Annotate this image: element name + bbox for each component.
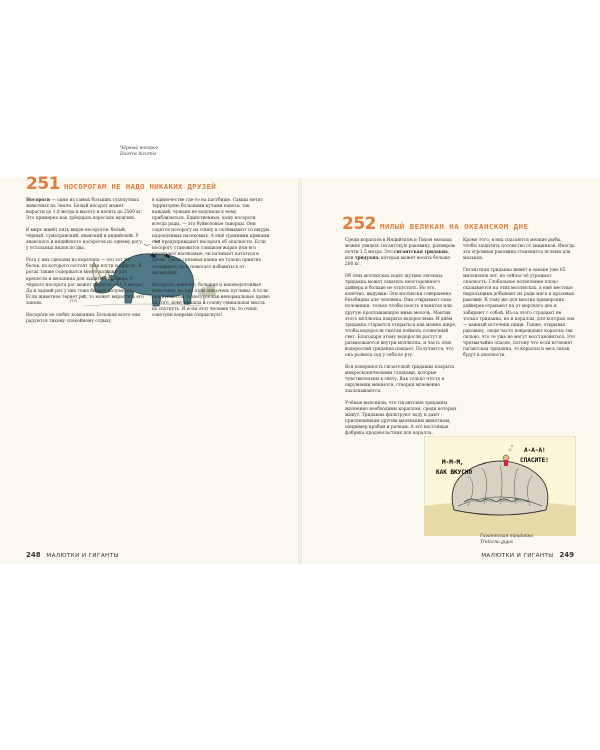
bubble-left-line2: КАК ВКУСНО bbox=[436, 469, 473, 476]
clam-illustration bbox=[424, 436, 576, 542]
section-title: МИЛЫЙ ВЕЛИКАН НА ОКЕАНСКОМ ДНЕ bbox=[380, 222, 529, 231]
paragraph bbox=[463, 268, 575, 359]
text-column-left-1 bbox=[26, 198, 144, 331]
paragraph bbox=[345, 365, 457, 395]
paragraph-text: , которая может весить больше 200 кг. bbox=[345, 256, 450, 268]
paragraph bbox=[152, 283, 270, 319]
bubble-right-line2: СПАСИТЕ! bbox=[520, 457, 549, 464]
section-heading-251 bbox=[26, 174, 216, 194]
bold-term: гигантская тридакна bbox=[394, 250, 448, 256]
paragraph bbox=[26, 258, 144, 306]
paragraph bbox=[463, 238, 575, 262]
paragraph-text: Носороги, конечно, большие и неповоротливые животные, но при этом они очень пугливы. А если они пугаются, то несутся как ненормальные прямо на того, кому пришла в голову гениальная мысль их спугнуть. И если этот человек ты, то очень советуем вовремя отпрыгнуть! bbox=[152, 282, 270, 318]
bold-term: Носороги bbox=[26, 198, 51, 203]
page-number: 248 bbox=[26, 551, 41, 559]
paragraph-text: , или bbox=[345, 250, 450, 262]
paragraph bbox=[345, 238, 457, 268]
bubble-left-line1: М-М-М, bbox=[442, 459, 464, 466]
text-column-right-2 bbox=[463, 238, 575, 365]
paragraph bbox=[345, 401, 457, 437]
left-page bbox=[0, 146, 300, 564]
paragraph bbox=[345, 274, 457, 359]
paragraph-text: Об этих моллюсках ходят жуткие легенды: тридакна может схватить неосторожного дайвера и больше не отпустить. Но это, конечно, выдумки. Эти моллюски совершенно безобидны для человека. Они открывают свои половинки, только чтобы поесть планктон или другую проплывающую мимо мелочь. Мантия этого моллюска покрыта водорослями. И днём тридакна старается открыться как можно шире, чтобы водоросли смогли поймать солнечный свет. Благодаря этому водоросли растут и размножаются внутри моллюска, и часть этих водорослей тридакна поедает. Получается, что она развела сад у себя во рту. bbox=[345, 274, 457, 358]
paragraph bbox=[26, 228, 144, 252]
bubble-right-line1: А-А-А! bbox=[524, 447, 546, 454]
paragraph bbox=[26, 198, 144, 222]
paragraph-text: Гигантская тридакна живёт в океане уже 65 миллионов лет, но сейчас её угрожает опасность. Глобальное потепление плохо сказывается на этих моллюсках, а ещё местные ныряльщики добывают их ради мяса и красивых раковин. К тому же для многих приморских дайверов отрывают на от морского дна и забирают с собой. Из-за этого страдают не только тридакна, но и кораллы, для которых она — важный источник пищи. Также, открывая раковину, люди часто повреждают кораллы так сильно, что те уже не могут восстановиться. Это чрезвычайно опасно, потому что если исчезнет гигантская тридакна, то кораллы и весь океан будут в опасности. bbox=[463, 268, 575, 358]
clam-caption bbox=[480, 534, 560, 545]
footer-right bbox=[481, 551, 574, 559]
paragraph-text: в одиночестве где-то на пастбище. Самцы метят территорию большими кучами навоза: так каждый, чужаки не вздумали к нему приблизиться. Единственные, кому носороги всегда рады, — это буйволовые скворцы. Они садятся носорогу на спину и склёвывают со шкуры надоедливых насекомых. А ещё громкими криками они предупреждают носорога об опасности. Если носорогу становится слишком жарко или его одолевают насекомые, он начинает кататься в грязи. Такая грязевая ванна не только приятно охлаждает, но и помогает избавиться от насекомых. bbox=[152, 198, 270, 276]
paragraph-text: — одни из самых больших сухопутных животных на Земле. Белый носорог может вырасти до 1,8 метра в высоту и весить до 2500 кг. Это примерно как трёхдцать взрослых мужчин. bbox=[26, 198, 143, 222]
clam-caption-common: Гигантская тридакна bbox=[480, 534, 533, 539]
paragraph-text: В мире живёт пять видов носорогов: белый, чёрный, суматранский, яванский и индийский. У яванского и индийского носорогов по одному рогу, у остальных видов по два. bbox=[26, 228, 144, 252]
paragraph bbox=[152, 198, 270, 277]
page-number: 249 bbox=[559, 551, 574, 559]
clam-icon bbox=[424, 436, 576, 536]
section-number: 251 bbox=[26, 174, 60, 194]
section-number: 252 bbox=[342, 214, 376, 234]
footer-left bbox=[26, 551, 119, 559]
paragraph-text: Рога у них сделаны из кератина — это тот же белок, из которого состоят твои ногти и волосы. В рогах также содержатся много кальция для крепости и меланина для защиты от солнца. У чёрного носорога рог может вырасти до 1,5 метра! Да и задний рог у них тоже бывает полуметра. Если животное теряет рог, то может вырастить его заново. bbox=[26, 258, 144, 306]
paragraph-text: Вся поверхность гигантской тридакны покрыта микроскопическими глазками, которые чувствительны к свету. Как только что-то в окружении меняется, створки мгновенно захлопываются. bbox=[345, 364, 455, 395]
running-head: МАЛЮТКИ И ГИГАНТЫ bbox=[46, 553, 119, 559]
section-title: НОСОРОГАМ НЕ НАДО НИКАКИХ ДРУЗЕЙ bbox=[64, 182, 216, 191]
right-page bbox=[300, 178, 600, 564]
rhino-caption-latin: Diceros bicornis bbox=[120, 151, 157, 157]
bold-term: тридукна bbox=[354, 256, 379, 262]
paragraph-text: Учёные выяснили, что гигантские тридакны жизненно необходимы кораллам, среди которых живут. Тридакны фильтруют воду и дают приспешникам другим маленьким животным, например крабам и рачкам. А это настоящая фабрика продовольствия для коралла. bbox=[345, 401, 457, 437]
text-column-right-1 bbox=[345, 238, 457, 443]
paragraph-text: Носороги не любят компании. Большая всего они радуются тихому спокойному отдыху bbox=[26, 312, 141, 324]
running-head: МАЛЮТКИ И ГИГАНТЫ bbox=[481, 553, 554, 559]
paragraph bbox=[26, 313, 144, 325]
text-column-left-2 bbox=[152, 198, 270, 325]
paragraph-text: Кроме того, в них спасаются мелкие рыбы, чтобы защитить потомство от хищников. Иногда эта огромная раковина становится яслями для мальков. bbox=[463, 238, 575, 262]
clam-caption-latin: Tridacna gigas bbox=[480, 539, 514, 545]
rhino-caption-common: Чёрный носорог bbox=[120, 146, 158, 151]
section-heading-252 bbox=[342, 214, 529, 234]
paragraph-text: Среди кораллов в Индийском и Тихом океанах можно увидеть гигантскую раковину, размером почти 1,5 метра. Это bbox=[345, 238, 455, 256]
rhino-caption bbox=[120, 146, 210, 157]
